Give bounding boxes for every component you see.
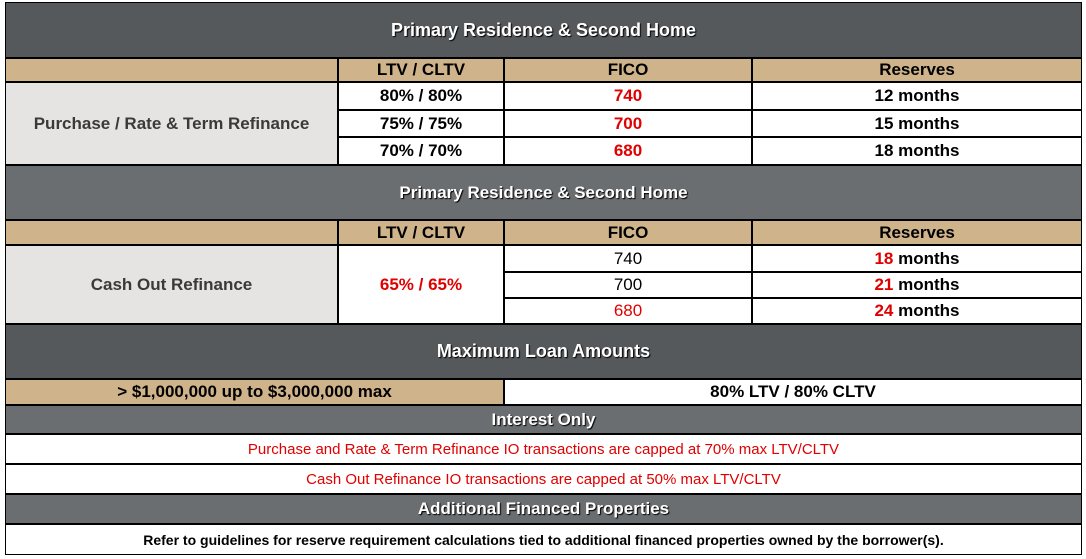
section2-header-reserves: Reserves xyxy=(752,220,1082,245)
max-loan-range: > $1,000,000 up to $3,000,000 max xyxy=(5,379,504,405)
section1-header-fico: FICO xyxy=(504,58,752,82)
section2-row3-reserves-unit: months xyxy=(898,301,960,320)
section2-row2-reserves-unit: months xyxy=(898,275,960,294)
section2-row1-fico: 740 xyxy=(504,245,752,272)
section1-label: Purchase / Rate & Term Refinance xyxy=(5,82,338,165)
section2-row1-reserves xyxy=(752,245,1082,272)
section1-row2-reserves: 15 months xyxy=(752,110,1082,137)
section2-header-ltv: LTV / CLTV xyxy=(338,220,504,245)
section1-row1-fico: 740 xyxy=(504,82,752,110)
section2-ltv: 65% / 65% xyxy=(338,245,504,324)
interest-only-line2: Cash Out Refinance IO transactions are capped at 50% max LTV/CLTV xyxy=(5,464,1082,494)
section1-header-blank xyxy=(5,58,338,82)
max-loan-limit: 80% LTV / 80% CLTV xyxy=(504,379,1082,405)
section2-row3-reserves-num: 24 xyxy=(874,301,894,320)
section1-row1-reserves: 12 months xyxy=(752,82,1082,110)
section1-row3-ltv: 70% / 70% xyxy=(338,137,504,165)
section1-header-reserves: Reserves xyxy=(752,58,1082,82)
section1-title: Primary Residence & Second Home xyxy=(5,2,1082,58)
section2-row1-reserves-num: 18 xyxy=(874,248,894,268)
section2-header-fico: FICO xyxy=(504,220,752,245)
max-loan-title: Maximum Loan Amounts xyxy=(5,324,1082,379)
section2-row3-reserves xyxy=(752,298,1082,324)
section2-row2-reserves-num: 21 xyxy=(874,275,894,294)
section2-row2-fico: 700 xyxy=(504,272,752,298)
section2-header-blank xyxy=(5,220,338,245)
section2-row3-fico: 680 xyxy=(504,298,752,324)
section2-label: Cash Out Refinance xyxy=(5,245,338,324)
section1-row3-reserves: 18 months xyxy=(752,137,1082,165)
additional-title: Additional Financed Properties xyxy=(5,494,1082,524)
section1-row2-fico: 700 xyxy=(504,110,752,137)
section1-row1-ltv: 80% / 80% xyxy=(338,82,504,110)
section2-row1-reserves-unit: months xyxy=(898,248,960,268)
section2-title: Primary Residence & Second Home xyxy=(5,165,1082,220)
section1-row2-ltv: 75% / 75% xyxy=(338,110,504,137)
section2-row2-reserves xyxy=(752,272,1082,298)
interest-only-line1: Purchase and Rate & Term Refinance IO transactions are capped at 70% max LTV/CLTV xyxy=(5,434,1082,464)
additional-note: Refer to guidelines for reserve requirement calculations tied to additional financed properties owned by the borrower(s). xyxy=(5,524,1082,555)
section1-header-ltv: LTV / CLTV xyxy=(338,58,504,82)
interest-only-title: Interest Only xyxy=(5,405,1082,434)
section1-row3-fico: 680 xyxy=(504,137,752,165)
